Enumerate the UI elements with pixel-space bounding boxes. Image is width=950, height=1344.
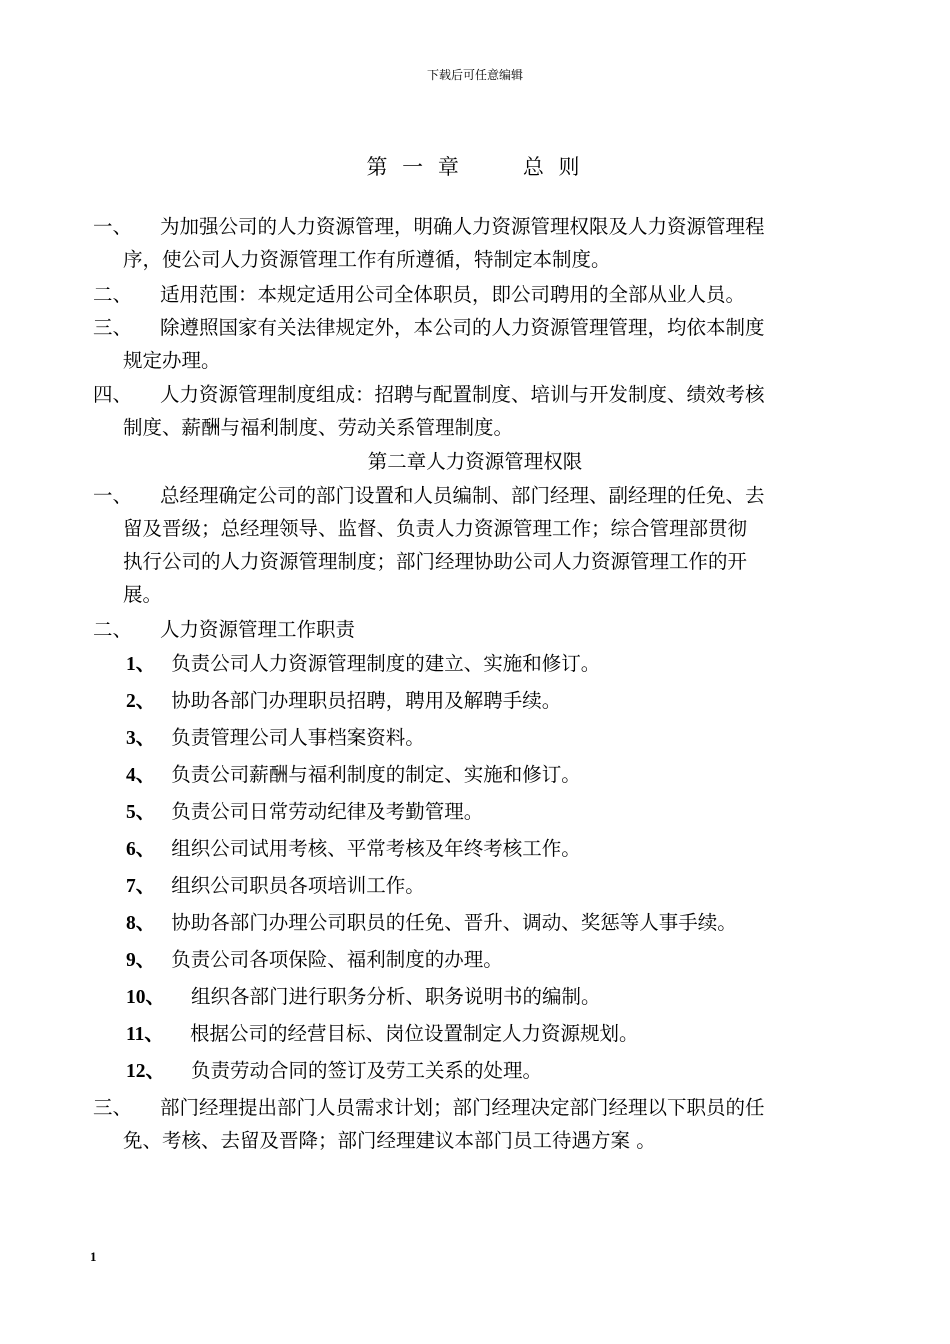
duty-number: 2、: [126, 691, 156, 712]
duty-number: 12、: [126, 1061, 166, 1082]
article-continuation: 规定办理。: [123, 349, 221, 372]
duty-item: [126, 649, 600, 680]
article-continuation: 留及晋级；总经理领导、监督、负责人力资源管理工作；综合管理部贯彻: [123, 517, 748, 540]
article-2: [93, 278, 858, 311]
duty-text: 负责公司薪酬与福利制度的制定、实施和修订。: [171, 763, 581, 786]
chapter-1-title: [0, 151, 950, 181]
duty-number: 4、: [126, 765, 156, 786]
duty-item: [126, 945, 503, 976]
duty-item: [126, 1019, 638, 1050]
article-text: 除遵照国家有关法律规定外，本公司的人力资源管理管理，均依本制度: [160, 316, 765, 339]
article-number: 二、: [93, 618, 133, 641]
duty-number: 6、: [126, 839, 156, 860]
chapter-1-name: 总 则: [522, 155, 584, 179]
chapter-2-title: 第二章人力资源管理权限: [367, 450, 583, 473]
chapter-1-number: 第 一 章: [366, 155, 463, 179]
duty-item: [126, 686, 561, 717]
duty-text: 协助各部门办理职员招聘，聘用及解聘手续。: [171, 689, 562, 712]
duty-text: 组织公司职员各项培训工作。: [171, 874, 425, 897]
duty-item: [126, 982, 601, 1013]
duty-item: [126, 1056, 542, 1087]
duty-number: 7、: [126, 876, 156, 897]
duty-text: 负责管理公司人事档案资料。: [171, 726, 425, 749]
chapter-2-article-3: [93, 1091, 858, 1157]
duty-number: 1、: [126, 654, 156, 675]
duty-item: [126, 760, 581, 791]
article-text: 总经理确定公司的部门设置和人员编制、部门经理、副经理的任免、去: [160, 484, 765, 507]
duty-text: 负责劳动合同的签订及劳工关系的处理。: [191, 1059, 543, 1082]
article-continuation: 制度、薪酬与福利制度、劳动关系管理制度。: [123, 416, 514, 439]
duty-item: [126, 871, 425, 902]
duty-item: [126, 797, 483, 828]
article-text: 部门经理提出部门人员需求计划；部门经理决定部门经理以下职员的任: [160, 1096, 765, 1119]
duty-text: 组织各部门进行职务分析、职务说明书的编制。: [191, 985, 601, 1008]
article-3: [93, 311, 858, 377]
article-4: [93, 378, 858, 444]
duty-text: 负责公司各项保险、福利制度的办理。: [171, 948, 503, 971]
article-text: 为加强公司的人力资源管理，明确人力资源管理权限及人力资源管理程: [160, 215, 765, 238]
article-continuation: 执行公司的人力资源管理制度；部门经理协助公司人力资源管理工作的开: [123, 550, 748, 573]
duty-number: 10、: [126, 987, 166, 1008]
duty-number: 8、: [126, 913, 156, 934]
article-number: 三、: [93, 1096, 133, 1119]
article-1: [93, 210, 858, 276]
duty-number: 5、: [126, 802, 156, 823]
article-continuation: 序，使公司人力资源管理工作有所遵循，特制定本制度。: [123, 248, 611, 271]
page-header: 下载后可任意编辑: [426, 68, 523, 82]
page-number: 1: [90, 1249, 97, 1264]
duty-text: 组织公司试用考核、平常考核及年终考核工作。: [171, 837, 581, 860]
duty-text: 根据公司的经营目标、岗位设置制定人力资源规划。: [189, 1022, 639, 1045]
chapter-2-article-1: [93, 479, 858, 611]
article-continuation: 免、考核、去留及晋降；部门经理建议本部门员工待遇方案 。: [123, 1129, 656, 1152]
article-text: 适用范围：本规定适用公司全体职员，即公司聘用的全部从业人员。: [160, 283, 746, 306]
duty-text: 协助各部门办理公司职员的任免、晋升、调动、奖惩等人事手续。: [171, 911, 737, 934]
chapter-2-article-2: [93, 613, 858, 646]
article-number: 二、: [93, 283, 133, 306]
duty-number: 9、: [126, 950, 156, 971]
article-number: 一、: [93, 484, 133, 507]
duty-item: [126, 723, 425, 754]
duty-item: [126, 908, 737, 939]
article-number: 三、: [93, 316, 133, 339]
article-number: 四、: [93, 383, 133, 406]
duty-number: 3、: [126, 728, 156, 749]
article-continuation: 展。: [123, 583, 163, 606]
article-text: 人力资源管理工作职责: [160, 618, 356, 641]
duty-text: 负责公司日常劳动纪律及考勤管理。: [171, 800, 484, 823]
duty-text: 负责公司人力资源管理制度的建立、实施和修订。: [171, 652, 601, 675]
duty-item: [126, 834, 581, 865]
article-number: 一、: [93, 215, 133, 238]
duty-number: 11、: [126, 1024, 164, 1045]
article-text: 人力资源管理制度组成：招聘与配置制度、培训与开发制度、绩效考核: [160, 383, 765, 406]
